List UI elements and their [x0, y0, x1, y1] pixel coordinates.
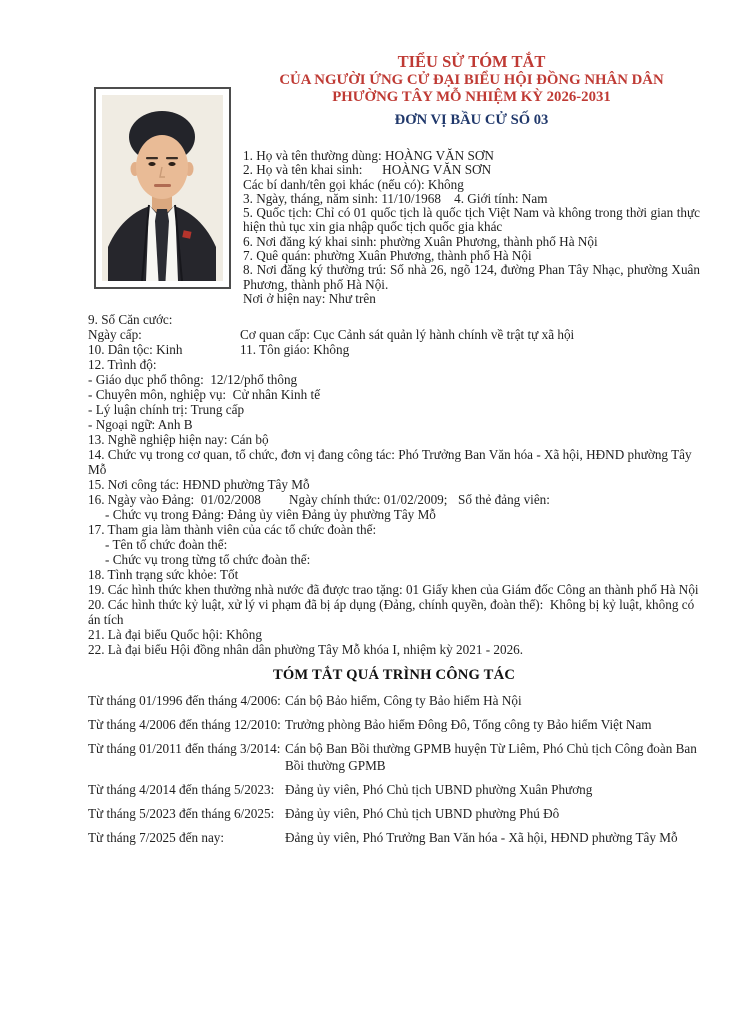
birth-name-line: 2. Họ và tên khai sinh: HOÀNG VĂN SƠN — [243, 162, 492, 178]
general-education-line: - Giáo dục phổ thông: 12/12/phổ thông — [88, 372, 298, 388]
details-block — [88, 312, 700, 657]
career-period: Từ tháng 4/2006 đến tháng 12/2010: — [88, 717, 281, 733]
document-subtitle-line2: CỦA NGƯỜI ỨNG CỬ ĐẠI BIỂU HỘI ĐỒNG NHÂN DÂN — [279, 72, 664, 88]
permanent-residence-line: 8. Nơi đăng ký thường trú: Số nhà 26, ngõ 124, đường Phan Tây Nhạc, phường Xuân Phương, thành phố Hà Nội. — [243, 262, 700, 292]
birth-registration-line: 6. Nơi đăng ký khai sinh: phường Xuân Phương, thành phố Hà Nội — [243, 233, 598, 249]
career-role: Cán bộ Bảo hiểm, Công ty Bảo hiểm Hà Nội — [285, 693, 522, 709]
document-subtitle-line3: PHƯỜNG TÂY MỖ NHIỆM KỲ 2026-2031 — [332, 89, 611, 105]
career-row — [88, 717, 700, 734]
org-position-line: - Chức vụ trong từng tổ chức đoàn thể: — [105, 552, 311, 568]
personal-info-block — [243, 149, 700, 306]
education-heading: 12. Trình độ: — [88, 357, 157, 373]
foreign-language-line: - Ngoại ngữ: Anh B — [88, 417, 193, 433]
birthdate-gender-line: 3. Ngày, tháng, năm sinh: 11/10/1968 4. Giới tính: Nam — [243, 190, 548, 206]
party-official-date: Ngày chính thức: 01/02/2009; — [289, 492, 448, 508]
hometown-line: 7. Quê quán: phường Xuân Phương, thành phố Hà Nội — [243, 248, 532, 264]
issue-date-label: Ngày cấp: — [88, 327, 142, 343]
career-table — [88, 693, 700, 846]
career-period: Từ tháng 01/1996 đến tháng 4/2006: — [88, 693, 281, 709]
id-number-line: 9. Số Căn cước: — [88, 312, 173, 328]
photo-column — [94, 87, 231, 289]
portrait-illustration — [102, 95, 223, 281]
career-period: Từ tháng 4/2014 đến tháng 5/2023: — [88, 781, 275, 797]
career-row — [88, 741, 700, 774]
career-period: Từ tháng 01/2011 đến tháng 3/2014: — [88, 741, 281, 757]
current-residence-line: Nơi ở hiện nay: Như trên — [243, 290, 376, 306]
common-name-line: 1. Họ và tên thường dùng: HOÀNG VĂN SƠN — [243, 148, 494, 163]
career-period: Từ tháng 5/2023 đến tháng 6/2025: — [88, 805, 275, 821]
career-period: Từ tháng 7/2025 đến nay: — [88, 829, 225, 845]
position-line: 14. Chức vụ trong cơ quan, tổ chức, đơn vị đang công tác: Phó Trưởng Ban Văn hóa - Xã hội, HĐND phường Tây Mỗ — [88, 447, 695, 478]
professional-qualification-line: - Chuyên môn, nghiệp vụ: Cử nhân Kinh tế — [88, 387, 321, 403]
org-name-line: - Tên tổ chức đoàn thể: — [105, 537, 228, 553]
issue-agency-text: Cơ quan cấp: Cục Cảnh sát quản lý hành chính về trật tự xã hội — [240, 327, 575, 343]
career-row — [88, 830, 700, 847]
id-issue-row — [88, 327, 700, 342]
career-role: Đảng ủy viên, Phó Chủ tịch UBND phường Xuân Phương — [285, 781, 593, 797]
national-assembly-line: 21. Là đại biểu Quốc hội: Không — [88, 627, 262, 643]
party-position-line: - Chức vụ trong Đảng: Đảng ủy viên Đảng ủy phường Tây Mỗ — [105, 507, 436, 523]
career-role: Đảng ủy viên, Phó Trưởng Ban Văn hóa - Xã hội, HĐND phường Tây Mỗ — [285, 829, 678, 845]
party-join-date: 16. Ngày vào Đảng: 01/02/2008 — [88, 492, 261, 508]
header-and-personal — [243, 52, 700, 306]
awards-line: 19. Các hình thức khen thưởng nhà nước đã được trao tặng: 01 Giấy khen của Giám đốc Công an thành phố Hà Nội — [88, 582, 699, 598]
career-row — [88, 806, 700, 823]
career-role: Cán bộ Ban Bồi thường GPMB huyện Từ Liêm, Phó Chủ tịch Công đoàn Ban Bồi thường GPMB — [285, 741, 697, 773]
workplace-line: 15. Nơi công tác: HĐND phường Tây Mỗ — [88, 477, 310, 493]
nationality-line: 5. Quốc tịch: Chỉ có 01 quốc tịch là quốc tịch Việt Nam và không trong thời gian thực hiện thủ tục xin gia nhập quốc tịch quốc gia khác — [243, 205, 700, 235]
party-card-number-label: Số thẻ đảng viên: — [458, 492, 550, 508]
health-line: 18. Tình trạng sức khỏe: Tốt — [88, 567, 239, 583]
council-deputy-line: 22. Là đại biểu Hội đồng nhân dân phường Tây Mỗ khóa I, nhiệm kỳ 2021 - 2026. — [88, 642, 524, 658]
candidate-photo — [94, 87, 231, 289]
career-section-title: TÓM TẮT QUÁ TRÌNH CÔNG TÁC — [272, 667, 516, 684]
political-theory-line: - Lý luận chính trị: Trung cấp — [88, 402, 245, 418]
ethnicity-text: 10. Dân tộc: Kinh — [88, 342, 183, 358]
alias-line: Các bí danh/tên gọi khác (nếu có): Không — [243, 176, 464, 192]
occupation-line: 13. Nghề nghiệp hiện nay: Cán bộ — [88, 432, 269, 448]
org-membership-line: 17. Tham gia làm thành viên của các tổ chức đoàn thể: — [88, 522, 377, 538]
election-unit-line: ĐƠN VỊ BẦU CỬ SỐ 03 — [394, 112, 549, 128]
religion-text: 11. Tôn giáo: Không — [240, 342, 350, 358]
career-row — [88, 693, 700, 710]
discipline-line: 20. Các hình thức kỷ luật, xử lý vi phạm đã bị áp dụng (Đảng, chính quyền, đoàn thể): Không bị kỷ luật, không có án tích — [88, 597, 698, 628]
career-role: Đảng ủy viên, Phó Chủ tịch UBND phường Phú Đô — [285, 805, 560, 821]
party-dates-row — [88, 492, 700, 507]
career-role: Trưởng phòng Bảo hiểm Đông Đô, Tổng công ty Bảo hiểm Việt Nam — [285, 717, 652, 733]
ethnicity-religion-row — [88, 342, 700, 357]
document-title: TIỂU SỬ TÓM TẮT — [397, 52, 546, 71]
top-section — [88, 52, 700, 306]
career-row — [88, 782, 700, 799]
